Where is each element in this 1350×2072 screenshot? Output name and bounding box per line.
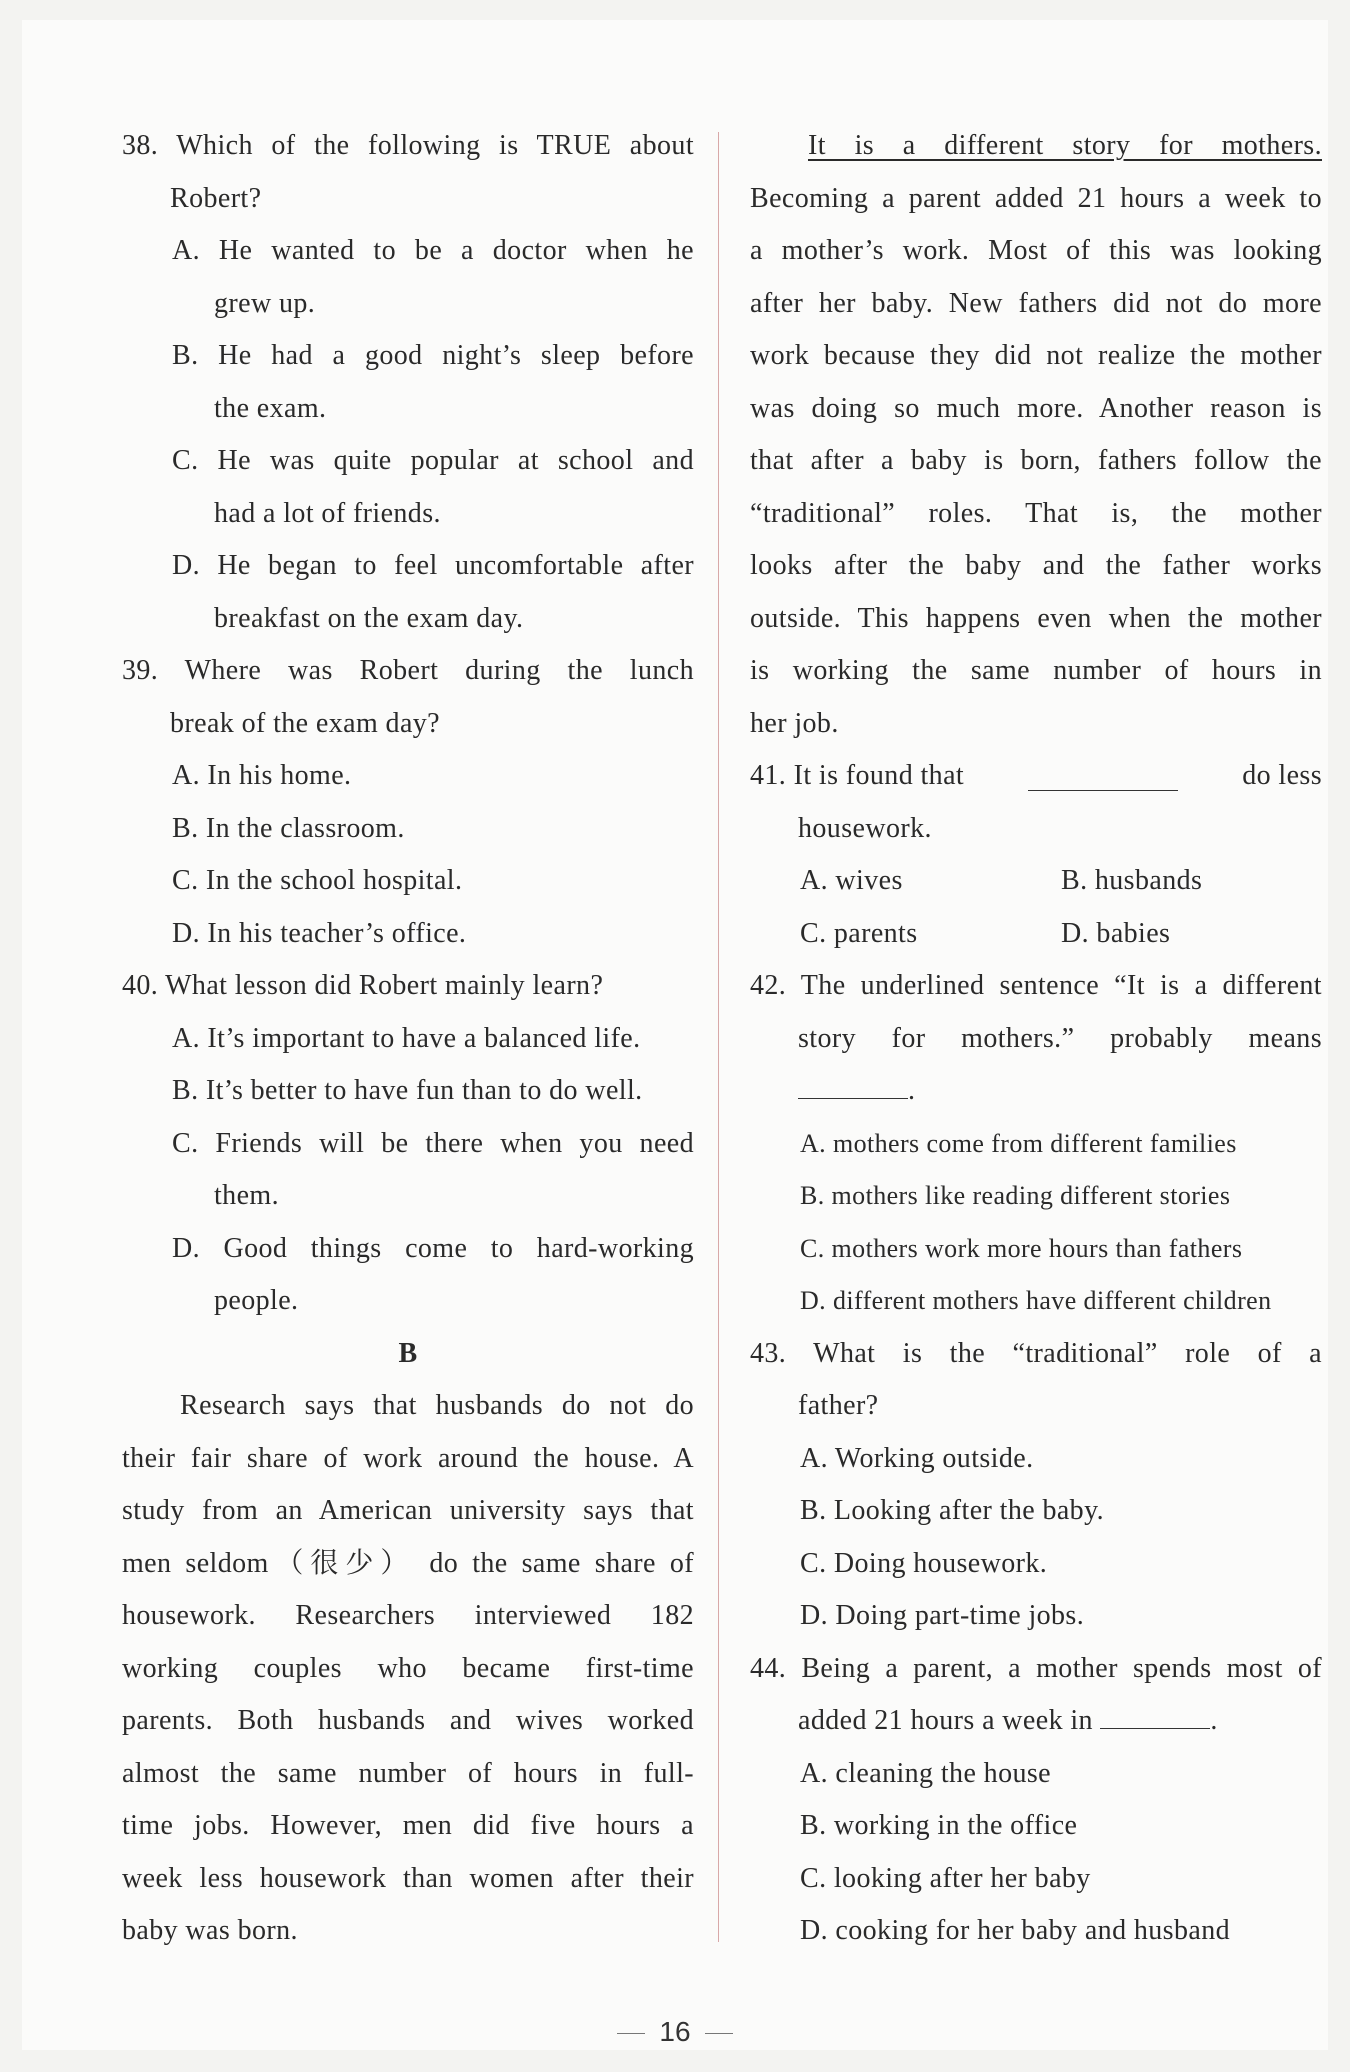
answer-blank [798, 1068, 908, 1099]
question-44 [750, 1643, 1322, 1958]
section-heading: B [398, 1337, 418, 1369]
option-c: C. looking after her baby [800, 1862, 1091, 1894]
passage-line: parents. Both husbands and wives worked [122, 1705, 694, 1736]
passage-line: “traditional” roles. That is, the mother [750, 497, 1322, 529]
option-a: A. Working outside. [800, 1442, 1034, 1474]
question-text: added 21 hours a week in [798, 1705, 1093, 1736]
option-d: D. Doing part-time jobs. [800, 1600, 1085, 1631]
question-text: 40. What lesson did Robert mainly learn? [122, 970, 604, 1001]
question-text: 42. The underlined sentence “It is a different [750, 970, 1322, 1001]
underlined-sentence: It is a different story for mothers. [808, 130, 1322, 161]
question-42 [750, 960, 1322, 1328]
option-d-cont: people. [214, 1285, 299, 1316]
option-c-cont: them. [214, 1180, 279, 1211]
answer-blank [1100, 1698, 1210, 1729]
footer-dash-right [705, 2033, 733, 2034]
passage-line: time jobs. However, men did five hours a [122, 1810, 694, 1841]
option-row [750, 855, 1322, 908]
option-b: B. Looking after the baby. [800, 1495, 1105, 1526]
passage-line: men seldom（很少） do the same share of [122, 1547, 694, 1579]
option-b: B. He had a good night’s sleep before [172, 340, 694, 371]
column-divider [718, 132, 719, 1942]
question-line [750, 750, 1322, 803]
page-number: 16 [659, 2016, 691, 2047]
footer-dash-left [617, 2033, 645, 2034]
option-c: C. In the school hospital. [172, 865, 463, 896]
passage-line: Becoming a parent added 21 hours a week to [750, 182, 1322, 214]
page-footer [22, 2016, 1328, 2048]
passage-line: almost the same number of hours in full- [122, 1757, 694, 1789]
question-line [750, 1695, 1322, 1748]
option-a: A. He wanted to be a doctor when he [172, 235, 694, 266]
question-41 [750, 750, 1322, 960]
right-column [750, 120, 1322, 1958]
passage-line: looks after the baby and the father works [750, 550, 1322, 581]
option-b-cont: the exam. [214, 392, 327, 424]
question-39 [122, 645, 694, 960]
option-c: C. mothers work more hours than fathers [800, 1233, 1243, 1263]
option-c-cont: had a lot of friends. [214, 497, 441, 529]
passage-continued [750, 173, 1322, 751]
option-d: D. babies [1061, 917, 1171, 949]
passage-line: their fair share of work around the house. A [122, 1442, 694, 1474]
option-d: D. cooking for her baby and husband [800, 1915, 1231, 1946]
passage-line: baby was born. [122, 1915, 298, 1946]
option-a: A. wives [800, 865, 903, 896]
answer-blank [1028, 760, 1178, 791]
question-text: story for mothers.” probably means [798, 1022, 1322, 1054]
passage-line: week less housework than women after their [122, 1862, 694, 1894]
question-text: . [908, 1075, 916, 1106]
passage-line: that after a baby is born, fathers follow the [750, 445, 1322, 476]
option-b: B. In the classroom. [172, 812, 405, 844]
question-40 [122, 960, 694, 1328]
option-d-cont: breakfast on the exam day. [214, 602, 524, 634]
option-a: A. cleaning the house [800, 1757, 1051, 1789]
passage-line: after her baby. New fathers did not do more [750, 287, 1322, 319]
question-text: 39. Where was Robert during the lunch [122, 655, 694, 686]
option-a: A. mothers come from different families [800, 1128, 1237, 1158]
question-text: 43. What is the “traditional” role of a [750, 1337, 1322, 1369]
passage-line: housework. Researchers interviewed 182 [122, 1600, 694, 1631]
question-text: 41. It is found that [750, 760, 965, 791]
option-c: C. He was quite popular at school and [172, 445, 694, 476]
option-b: B. husbands [1061, 865, 1203, 896]
option-a: A. In his home. [172, 760, 352, 791]
option-d: D. In his teacher’s office. [172, 917, 467, 949]
passage-line: work because they did not realize the mother [750, 340, 1322, 371]
passage-line: her job. [750, 707, 839, 739]
question-text: 38. Which of the following is TRUE about [122, 130, 694, 161]
question-43 [750, 1328, 1322, 1643]
option-a: A. It’s important to have a balanced life. [172, 1022, 641, 1054]
option-row [750, 908, 1322, 961]
question-text: 44. Being a parent, a mother spends most of [750, 1652, 1322, 1684]
passage-line: working couples who became first-time [122, 1652, 694, 1684]
question-text: father? [798, 1390, 879, 1421]
option-b: B. mothers like reading different stories [800, 1181, 1231, 1210]
option-d: D. He began to feel uncomfortable after [172, 550, 694, 581]
question-text: do less [1242, 760, 1322, 791]
option-c: C. Doing housework. [800, 1547, 1048, 1579]
workbook-page [22, 20, 1328, 2050]
passage-line: outside. This happens even when the mother [750, 602, 1322, 634]
option-c: C. Friends will be there when you need [172, 1127, 694, 1159]
passage-b [122, 1380, 694, 1958]
option-c: C. parents [800, 917, 918, 949]
question-text: break of the exam day? [170, 707, 441, 739]
question-38 [122, 120, 694, 645]
passage-line: a mother’s work. Most of this was looking [750, 235, 1322, 266]
passage-line: was doing so much more. Another reason is [750, 392, 1322, 424]
question-text: . [1210, 1705, 1218, 1736]
passage-line: is working the same number of hours in [750, 655, 1322, 686]
option-d: D. different mothers have different children [800, 1286, 1272, 1315]
question-text: housework. [798, 812, 932, 844]
passage-line: study from an American university says that [122, 1495, 694, 1526]
option-b: B. It’s better to have fun than to do well. [172, 1075, 643, 1106]
option-a-cont: grew up. [214, 287, 316, 319]
left-column [122, 120, 694, 1958]
question-text: Robert? [170, 182, 262, 214]
option-d: D. Good things come to hard-working [172, 1232, 694, 1264]
question-line [750, 1065, 1322, 1118]
passage-line: Research says that husbands do not do [180, 1390, 694, 1421]
option-b: B. working in the office [800, 1810, 1078, 1841]
